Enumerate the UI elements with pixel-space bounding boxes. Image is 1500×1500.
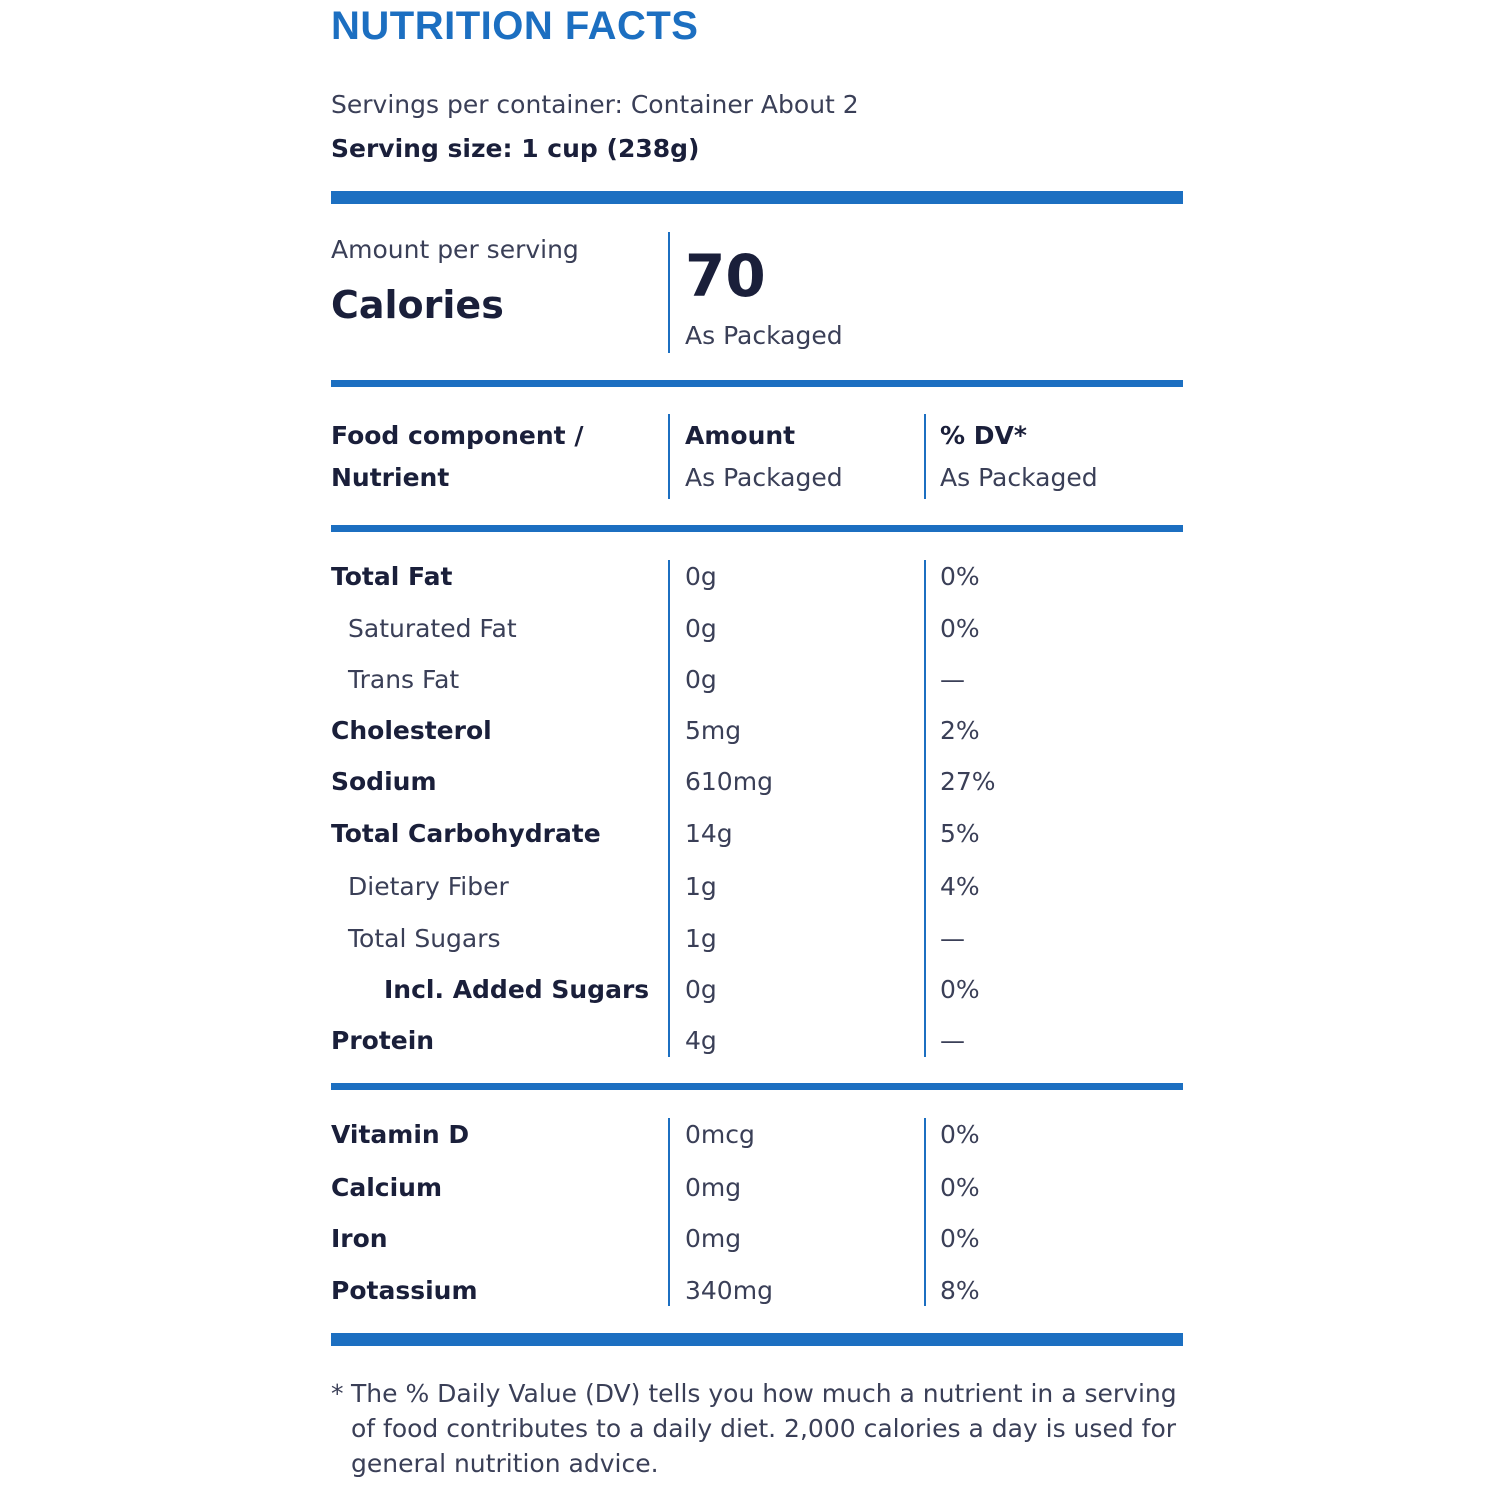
vitamin-name-vitamin-d: Vitamin D [331,1120,470,1149]
nutrient-name-total-sugars: Total Sugars [348,924,501,953]
vitamin-amount-iron: 0mg [685,1224,742,1253]
column-header-nutrient-line2: Nutrient [331,463,450,492]
nutrient-dv-added-sugars: 0% [940,975,980,1004]
nutrients-divider-1 [668,560,670,1057]
footnote-text: The % Daily Value (DV) tells you how much a nutrient in a serving of food contributes to a daily diet. 2,000 calories a day is used for general nutrition advice. [351,1379,1177,1478]
nutrient-amount-total-fat: 0g [685,562,717,591]
divider-calories [331,380,1183,387]
nutrient-amount-added-sugars: 0g [685,975,717,1004]
nutrient-amount-sodium: 610mg [685,767,773,796]
nutrient-amount-total-sugars: 1g [685,924,717,953]
vitamin-amount-potassium: 340mg [685,1276,773,1305]
header-divider-2 [924,414,926,499]
nutrient-amount-protein: 4g [685,1026,717,1055]
servings-per-container: Servings per container: Container About 2 [331,90,859,119]
vitamin-name-calcium: Calcium [331,1173,443,1202]
divider-nutrients [331,1083,1183,1090]
vitamin-amount-vitamin-d: 0mcg [685,1120,755,1149]
nutrient-name-total-fat: Total Fat [331,562,453,591]
nutrient-amount-saturated-fat: 0g [685,614,717,643]
nutrient-name-total-carbohydrate: Total Carbohydrate [331,819,601,848]
column-header-nutrient-line1: Food component / [331,421,584,450]
nutrient-dv-trans-fat: — [940,665,965,694]
column-header-dv: % DV* [940,421,1027,450]
calories-value: 70 [685,242,766,310]
nutrient-dv-total-carbohydrate: 5% [940,819,980,848]
nutrient-name-sodium: Sodium [331,767,437,796]
vitamins-divider-2 [924,1118,926,1306]
vitamin-dv-potassium: 8% [940,1276,980,1305]
serving-size: Serving size: 1 cup (238g) [331,134,700,163]
nutrients-divider-2 [924,560,926,1057]
nutrient-amount-cholesterol: 5mg [685,716,742,745]
vitamin-name-iron: Iron [331,1224,388,1253]
nutrient-name-dietary-fiber: Dietary Fiber [348,872,509,901]
divider-bottom [331,1333,1183,1346]
divider-top [331,191,1183,204]
nutrient-amount-trans-fat: 0g [685,665,717,694]
nutrient-amount-dietary-fiber: 1g [685,872,717,901]
nutrient-dv-sodium: 27% [940,767,996,796]
nutrient-dv-total-sugars: — [940,924,965,953]
divider-header [331,525,1183,532]
nutrient-dv-protein: — [940,1026,965,1055]
nutrient-name-added-sugars: Incl. Added Sugars [384,975,650,1004]
footnote-asterisk: * [331,1379,344,1408]
vitamin-name-potassium: Potassium [331,1276,478,1305]
nutrient-dv-saturated-fat: 0% [940,614,980,643]
column-header-amount: Amount [685,421,796,450]
calories-basis: As Packaged [685,321,843,350]
nutrient-name-protein: Protein [331,1026,435,1055]
vitamin-dv-iron: 0% [940,1224,980,1253]
nutrient-amount-total-carbohydrate: 14g [685,819,733,848]
nutrient-dv-dietary-fiber: 4% [940,872,980,901]
calories-label: Calories [331,283,504,327]
amount-per-serving: Amount per serving [331,235,579,264]
nutrient-name-saturated-fat: Saturated Fat [348,614,517,643]
nutrient-dv-cholesterol: 2% [940,716,980,745]
vitamins-divider-1 [668,1118,670,1306]
nutrient-dv-total-fat: 0% [940,562,980,591]
header-divider-1 [668,414,670,499]
footnote [331,1376,1183,1481]
vitamin-amount-calcium: 0mg [685,1173,742,1202]
nutrient-name-cholesterol: Cholesterol [331,716,492,745]
column-header-amount-basis: As Packaged [685,463,843,492]
vitamin-dv-vitamin-d: 0% [940,1120,980,1149]
label-title: NUTRITION FACTS [331,4,699,48]
nutrient-name-trans-fat: Trans Fat [348,665,460,694]
column-header-dv-basis: As Packaged [940,463,1098,492]
calories-divider [668,232,670,353]
vitamin-dv-calcium: 0% [940,1173,980,1202]
